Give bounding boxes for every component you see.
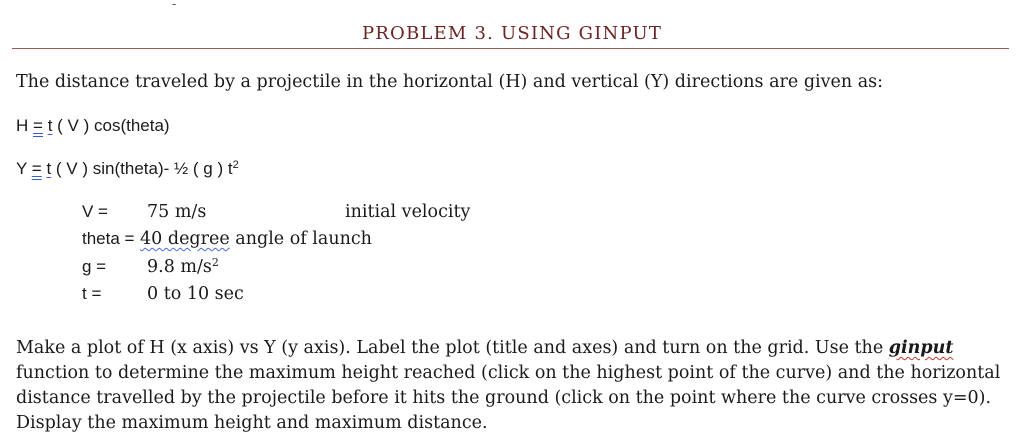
param-v-label: V = — [82, 202, 108, 221]
page-heading: PROBLEM 3. USING GINPUT — [361, 23, 663, 44]
eq-y-rest: ( V ) sin(theta)- ½ ( g ) t — [55, 159, 233, 178]
intro-text: The distance traveled by a projectile in the horizontal (H) and vertical (Y) directions are given as: — [16, 72, 884, 92]
eq-h-lhs: H — [16, 116, 29, 135]
instructions-part2: function to determine the maximum height reached (click on the highest point of the curve) and the horizontal distance travelled by the projectile before it hits the ground (click on the point where the curve crosses y=0). Display the maximum height and maximum distance. — [16, 363, 1001, 433]
eq-y-equals: = — [31, 159, 42, 178]
param-v-desc: initial velocity — [345, 202, 471, 222]
instructions-paragraph — [16, 336, 1006, 436]
equation-h — [16, 114, 170, 138]
eq-y-t: t — [46, 159, 52, 178]
param-g-value-row — [147, 255, 219, 279]
param-theta-label: theta = — [82, 229, 135, 248]
instructions-part1: Make a plot of H (x axis) vs Y (y axis). Label the plot (title and axes) and turn on the grid. Use the — [16, 338, 889, 358]
eq-y-lhs: Y — [16, 159, 28, 178]
eq-h-equals: = — [33, 116, 43, 135]
eq-y-exponent: 2 — [232, 159, 239, 171]
param-theta-row — [82, 227, 372, 251]
param-g-label: g = — [82, 257, 107, 276]
param-theta-value: 40 degree — [140, 229, 230, 249]
param-t-value: 0 to 10 sec — [147, 284, 244, 304]
param-t-label: t = — [82, 284, 102, 303]
eq-h-t: t — [47, 116, 53, 135]
eq-h-rest: ( V ) cos(theta) — [57, 116, 170, 135]
ginput-function-name: ginput — [888, 338, 954, 358]
param-g-value: 9.8 m/s — [147, 257, 212, 277]
param-theta-desc: angle of launch — [235, 229, 372, 249]
param-g-exponent: 2 — [211, 256, 219, 269]
param-v-value: 75 m/s — [147, 202, 207, 222]
equation-y — [16, 157, 239, 181]
stray-mark: - — [172, 0, 177, 11]
heading-divider — [12, 48, 1009, 49]
